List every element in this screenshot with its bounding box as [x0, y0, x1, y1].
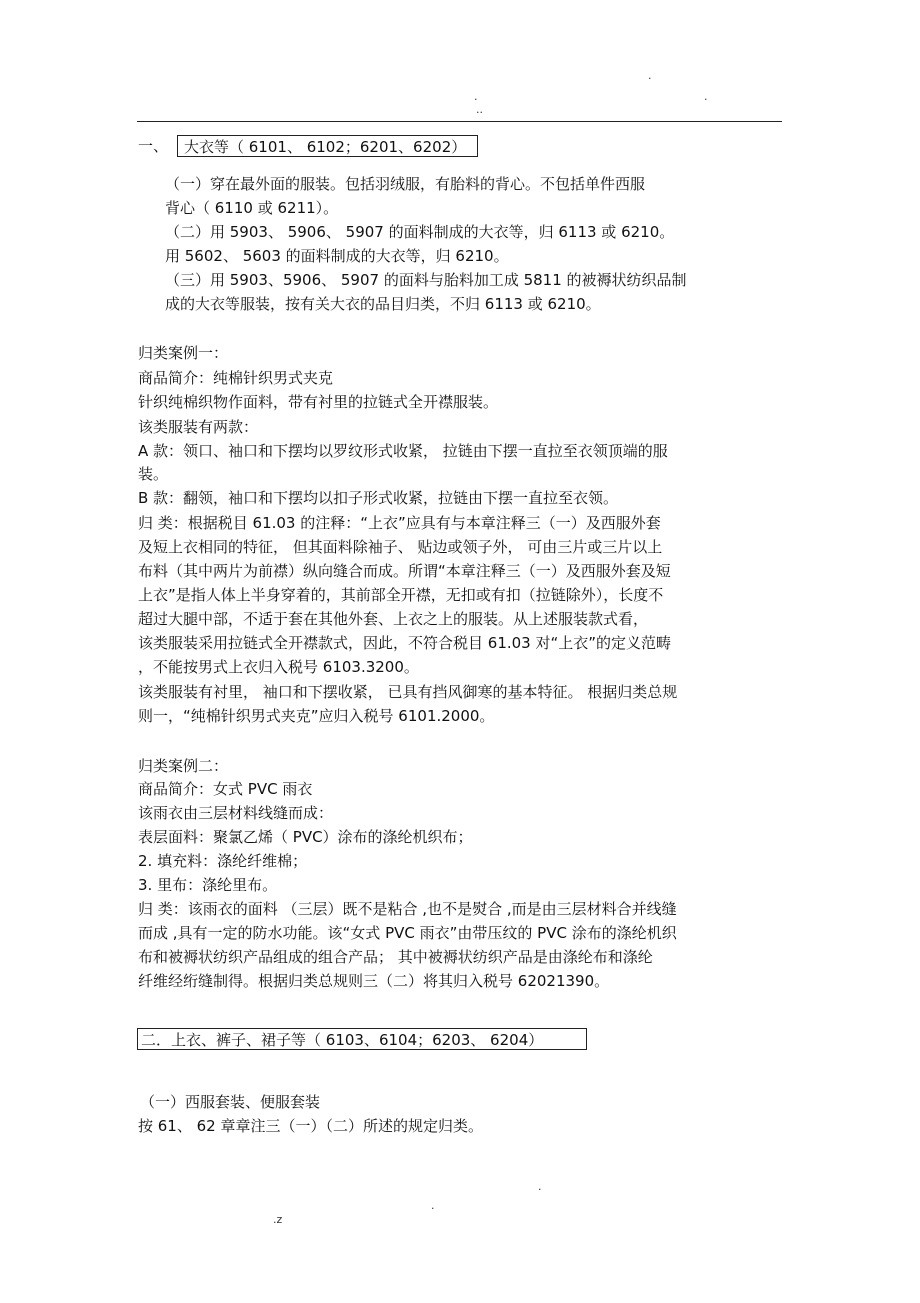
case2-line: 归类案例二： — [138, 757, 229, 775]
section2-line: 按 61、 62 章章注三（一）（二）所述的规定归类。 — [138, 1117, 483, 1135]
case1-line: ，不能按男式上衣归入税号 6103.3200。 — [138, 658, 419, 676]
header-rule — [137, 121, 782, 122]
footer-mark: . — [538, 1180, 542, 1193]
section1-item: 背心（ 6110 或 6211）。 — [165, 199, 339, 217]
section1-item: 用 5602、 5603 的面料制成的大衣等，归 6210。 — [165, 247, 509, 265]
case1-line: 归 类：根据税目 61.03 的注释：“上衣”应具有与本章注释三（一）及西服外套 — [138, 514, 661, 532]
section1-item: 成的大衣等服装，按有关大衣的品目归类，不归 6113 或 6210。 — [165, 295, 601, 313]
case1-line: 布料（其中两片为前襟）纵向缝合而成。所谓“本章注释三（一）及西服外套及短 — [138, 562, 671, 580]
case1-line: B 款：翻领，袖口和下摆均以扣子形式收紧，拉链由下摆一直拉至衣领。 — [138, 489, 619, 507]
case2-line: 3. 里布：涤纶里布。 — [138, 876, 278, 894]
case1-line: 归类案例一： — [138, 344, 229, 362]
header-mark: . — [704, 90, 708, 103]
footer-mark: .z — [273, 1213, 283, 1226]
section1-item: （一）穿在最外面的服装。包括羽绒服，有胎料的背心。不包括单件西服 — [165, 175, 646, 193]
case2-line: 该雨衣由三层材料线缝而成： — [138, 804, 334, 822]
case1-line: 该类服装有两款： — [138, 418, 259, 436]
section1-item: （三）用 5903、5906、 5907 的面料与胎料加工成 5811 的被褥状纺织品制 — [165, 271, 687, 289]
case1-line: 针织纯棉织物作面料，带有衬里的拉链式全开襟服装。 — [138, 393, 499, 411]
case2-line: 2. 填充料：涤纶纤维棉； — [138, 852, 308, 870]
case1-line: 商品简介：纯棉针织男式夹克 — [138, 369, 334, 387]
case1-line: A 款：领口、袖口和下摆均以罗纹形式收紧， 拉链由下摆一直拉至衣领顶端的服 — [138, 442, 668, 460]
case1-line: 超过大腿中部，不适于套在其他外套、上衣之上的服装。从上述服装款式看， — [138, 610, 649, 628]
case1-line: 上衣”是指人体上半身穿着的，其前部全开襟，无扣或有扣（拉链除外），长度不 — [138, 586, 664, 604]
case2-line: 而成 ,具有一定的防水功能。该“女式 PVC 雨衣”由带压纹的 PVC 涂布的涤纶机织 — [138, 924, 677, 942]
header-mark: . — [474, 90, 478, 103]
case1-line: 装。 — [138, 465, 169, 483]
header-mark: .. — [476, 103, 483, 116]
case2-line: 表层面料：聚氯乙烯（ PVC）涂布的涤纶机织布； — [138, 828, 473, 846]
case1-line: 该类服装有衬里， 袖口和下摆收紧， 已具有挡风御寒的基本特征。 根据归类总规 — [138, 683, 678, 701]
section1-number: 一、 — [138, 137, 169, 155]
section2-heading: 二．上衣、裤子、裙子等（ 6103、6104；6203、 6204） — [137, 1028, 587, 1050]
section1-heading: 大衣等（ 6101、 6102；6201、6202） — [177, 135, 478, 157]
case1-line: 及短上衣相同的特征， 但其面料除袖子、 贴边或领子外， 可由三片或三片以上 — [138, 538, 663, 556]
case2-line: 商品简介：女式 PVC 雨衣 — [138, 780, 313, 798]
case1-line: 则一，“纯棉针织男式夹克”应归入税号 6101.2000。 — [138, 707, 495, 725]
case2-line: 纤维经绗缝制得。根据归类总规则三（二）将其归入税号 62021390。 — [138, 972, 610, 990]
case2-line: 归 类：该雨衣的面料 （三层）既不是粘合 ,也不是熨合 ,而是由三层材料合并线缝 — [138, 900, 677, 918]
header-mark: . — [648, 69, 652, 82]
case1-line: 该类服装采用拉链式全开襟款式，因此，不符合税目 61.03 对“上衣”的定义范畴 — [138, 634, 672, 652]
footer-mark: . — [431, 1199, 435, 1212]
section2-line: （一）西服套装、便服套装 — [140, 1093, 321, 1111]
section1-item: （二）用 5903、 5906、 5907 的面料制成的大衣等，归 6113 或 6210。 — [165, 223, 675, 241]
case2-line: 布和被褥状纺织产品组成的组合产品； 其中被褥状纺织产品是由涤纶布和涤纶 — [138, 948, 653, 966]
